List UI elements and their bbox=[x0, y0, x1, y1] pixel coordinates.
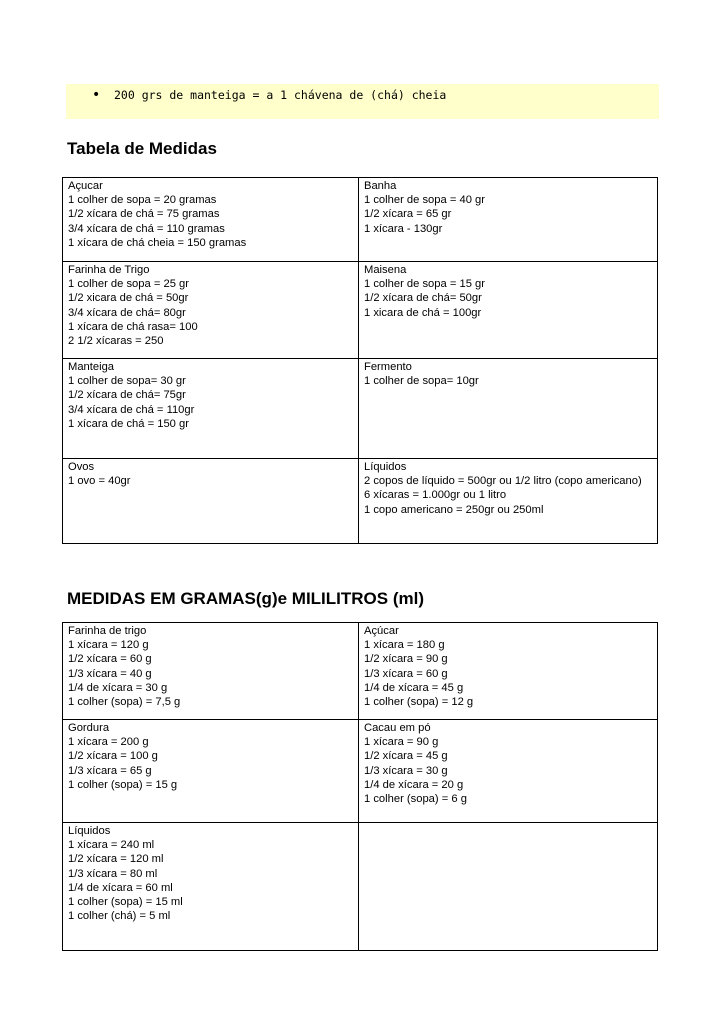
cell-line: 1/2 xícara = 120 ml bbox=[68, 853, 164, 866]
cell-line: 1/2 xícara = 45 g bbox=[364, 750, 448, 763]
cell-line: 1 xícara = 180 g bbox=[364, 639, 445, 652]
cell-heading: Líquidos bbox=[68, 825, 111, 837]
cell-line: 1/4 de xícara = 30 g bbox=[68, 681, 168, 694]
cell-line: 1 xícara = 90 g bbox=[364, 736, 439, 749]
cell-heading: Ovos bbox=[68, 461, 95, 473]
cell-heading: Açúcar bbox=[364, 625, 399, 637]
table-cell-left bbox=[63, 262, 359, 359]
table-cell-left bbox=[63, 720, 359, 823]
table-row bbox=[63, 262, 658, 359]
cell-line: 1 xícara = 200 g bbox=[68, 736, 149, 749]
bullet-item bbox=[92, 87, 446, 103]
cell-line: 1 copo americano = 250gr ou 250ml bbox=[364, 503, 544, 516]
cell-line: 1/2 xícara = 90 g bbox=[364, 653, 448, 666]
section-title-gramas: MEDIDAS EM GRAMAS(g)e MILILITROS (ml) bbox=[67, 589, 424, 608]
cell-heading: Manteiga bbox=[68, 361, 115, 373]
cell-heading: Banha bbox=[364, 180, 397, 192]
cell-line: 1 xícara de chá rasa= 100 bbox=[68, 320, 198, 333]
cell-line: 1 colher (sopa) = 7,5 g bbox=[68, 696, 181, 709]
cell-line: 1 colher de sopa = 40 gr bbox=[364, 194, 485, 207]
cell-line: 1/2 xícara de chá= 50gr bbox=[364, 292, 482, 305]
cell-heading: Fermento bbox=[364, 361, 412, 373]
table-cell-right bbox=[359, 262, 658, 359]
table-row bbox=[63, 720, 658, 823]
cell-line: 1 xícara = 120 g bbox=[68, 639, 149, 652]
cell-line: 1 colher de sopa = 15 gr bbox=[364, 278, 485, 291]
table-cell-left bbox=[63, 178, 359, 262]
cell-line: 1/2 xícara de chá = 75 gramas bbox=[68, 208, 220, 221]
cell-line: 1/4 de xícara = 20 g bbox=[364, 778, 464, 791]
cell-line: 1 xícara = 240 ml bbox=[68, 839, 155, 852]
table-cell-right bbox=[359, 459, 658, 544]
cell-line: 1/2 xicara de chá = 50gr bbox=[68, 292, 189, 305]
cell-heading: Farinha de trigo bbox=[68, 625, 147, 637]
table-row bbox=[63, 359, 658, 459]
table-cell-right bbox=[359, 823, 658, 951]
table-row bbox=[63, 178, 658, 262]
cell-line: 1/3 xícara = 60 g bbox=[364, 667, 448, 680]
table-row bbox=[63, 459, 658, 544]
cell-line: 3/4 xícara de chá = 110gr bbox=[68, 403, 195, 416]
cell-line: 2 1/2 xícaras = 250 bbox=[68, 335, 164, 348]
table-cell-right bbox=[359, 720, 658, 823]
cell-line: 1 xícara de chá = 150 gr bbox=[68, 417, 189, 430]
table-cell-left bbox=[63, 359, 359, 459]
cell-line: 3/4 xícara de chá = 110 gramas bbox=[68, 222, 225, 235]
cell-heading: Açucar bbox=[68, 180, 103, 192]
cell-heading: Cacau em pó bbox=[364, 722, 431, 734]
cell-line: 1 ovo = 40gr bbox=[68, 475, 131, 488]
cell-line: 1 xícara - 130gr bbox=[364, 222, 443, 235]
cell-line: 1/3 xícara = 30 g bbox=[364, 764, 448, 777]
cell-line: 3/4 xícara de chá= 80gr bbox=[68, 306, 186, 319]
table-cell-right bbox=[359, 178, 658, 262]
cell-line: 1/3 xícara = 80 ml bbox=[68, 867, 158, 880]
grams-table bbox=[62, 622, 658, 951]
cell-line: 1 colher de sopa= 30 gr bbox=[68, 375, 186, 388]
table-cell-left bbox=[63, 459, 359, 544]
cell-line: 1/2 xícara = 60 g bbox=[68, 653, 152, 666]
cell-heading: Farinha de Trigo bbox=[68, 264, 150, 276]
cell-line: 1/3 xícara = 40 g bbox=[68, 667, 152, 680]
cell-heading: Maisena bbox=[364, 264, 407, 276]
cell-heading: Gordura bbox=[68, 722, 110, 734]
cell-line: 1/4 de xícara = 60 ml bbox=[68, 881, 173, 894]
cell-line: 1 colher (sopa) = 15 ml bbox=[68, 896, 183, 909]
cell-line: 1/2 xícara = 100 g bbox=[68, 750, 158, 763]
cell-line: 1 colher (chá) = 5 ml bbox=[68, 910, 171, 923]
cell-line: 1 colher (sopa) = 12 g bbox=[364, 696, 474, 709]
cell-line: 6 xícaras = 1.000gr ou 1 litro bbox=[364, 489, 507, 502]
cell-line: 1/4 de xícara = 45 g bbox=[364, 681, 464, 694]
cell-line: 1 colher de sopa= 10gr bbox=[364, 375, 479, 388]
table-cell-left bbox=[63, 823, 359, 951]
table-row bbox=[63, 823, 658, 951]
cell-heading: Líquidos bbox=[364, 461, 407, 473]
measures-table bbox=[62, 177, 658, 544]
cell-line: 1 colher (sopa) = 15 g bbox=[68, 778, 178, 791]
table-cell-right bbox=[359, 359, 658, 459]
table-cell-right bbox=[359, 623, 658, 720]
cell-line: 1/2 xícara de chá= 75gr bbox=[68, 389, 186, 402]
bullet-dot-icon: • bbox=[92, 87, 101, 103]
section-title-medidas: Tabela de Medidas bbox=[67, 139, 217, 158]
cell-line: 1/2 xícara = 65 gr bbox=[364, 208, 452, 221]
table-row bbox=[63, 623, 658, 720]
cell-line: 1 colher de sopa = 25 gr bbox=[68, 278, 189, 291]
cell-line: 1 xicara de chá = 100gr bbox=[364, 306, 482, 319]
cell-line: 1 colher de sopa = 20 gramas bbox=[68, 194, 217, 207]
cell-line: 2 copos de líquido = 500gr ou 1/2 litro (copo americano) bbox=[364, 475, 642, 488]
cell-line: 1 xícara de chá cheia = 150 gramas bbox=[68, 236, 247, 249]
table-cell-left bbox=[63, 623, 359, 720]
cell-line: 1 colher (sopa) = 6 g bbox=[364, 793, 467, 806]
cell-line: 1/3 xícara = 65 g bbox=[68, 764, 152, 777]
bullet-text: 200 grs de manteiga = a 1 chávena de (chá) cheia bbox=[114, 88, 447, 102]
